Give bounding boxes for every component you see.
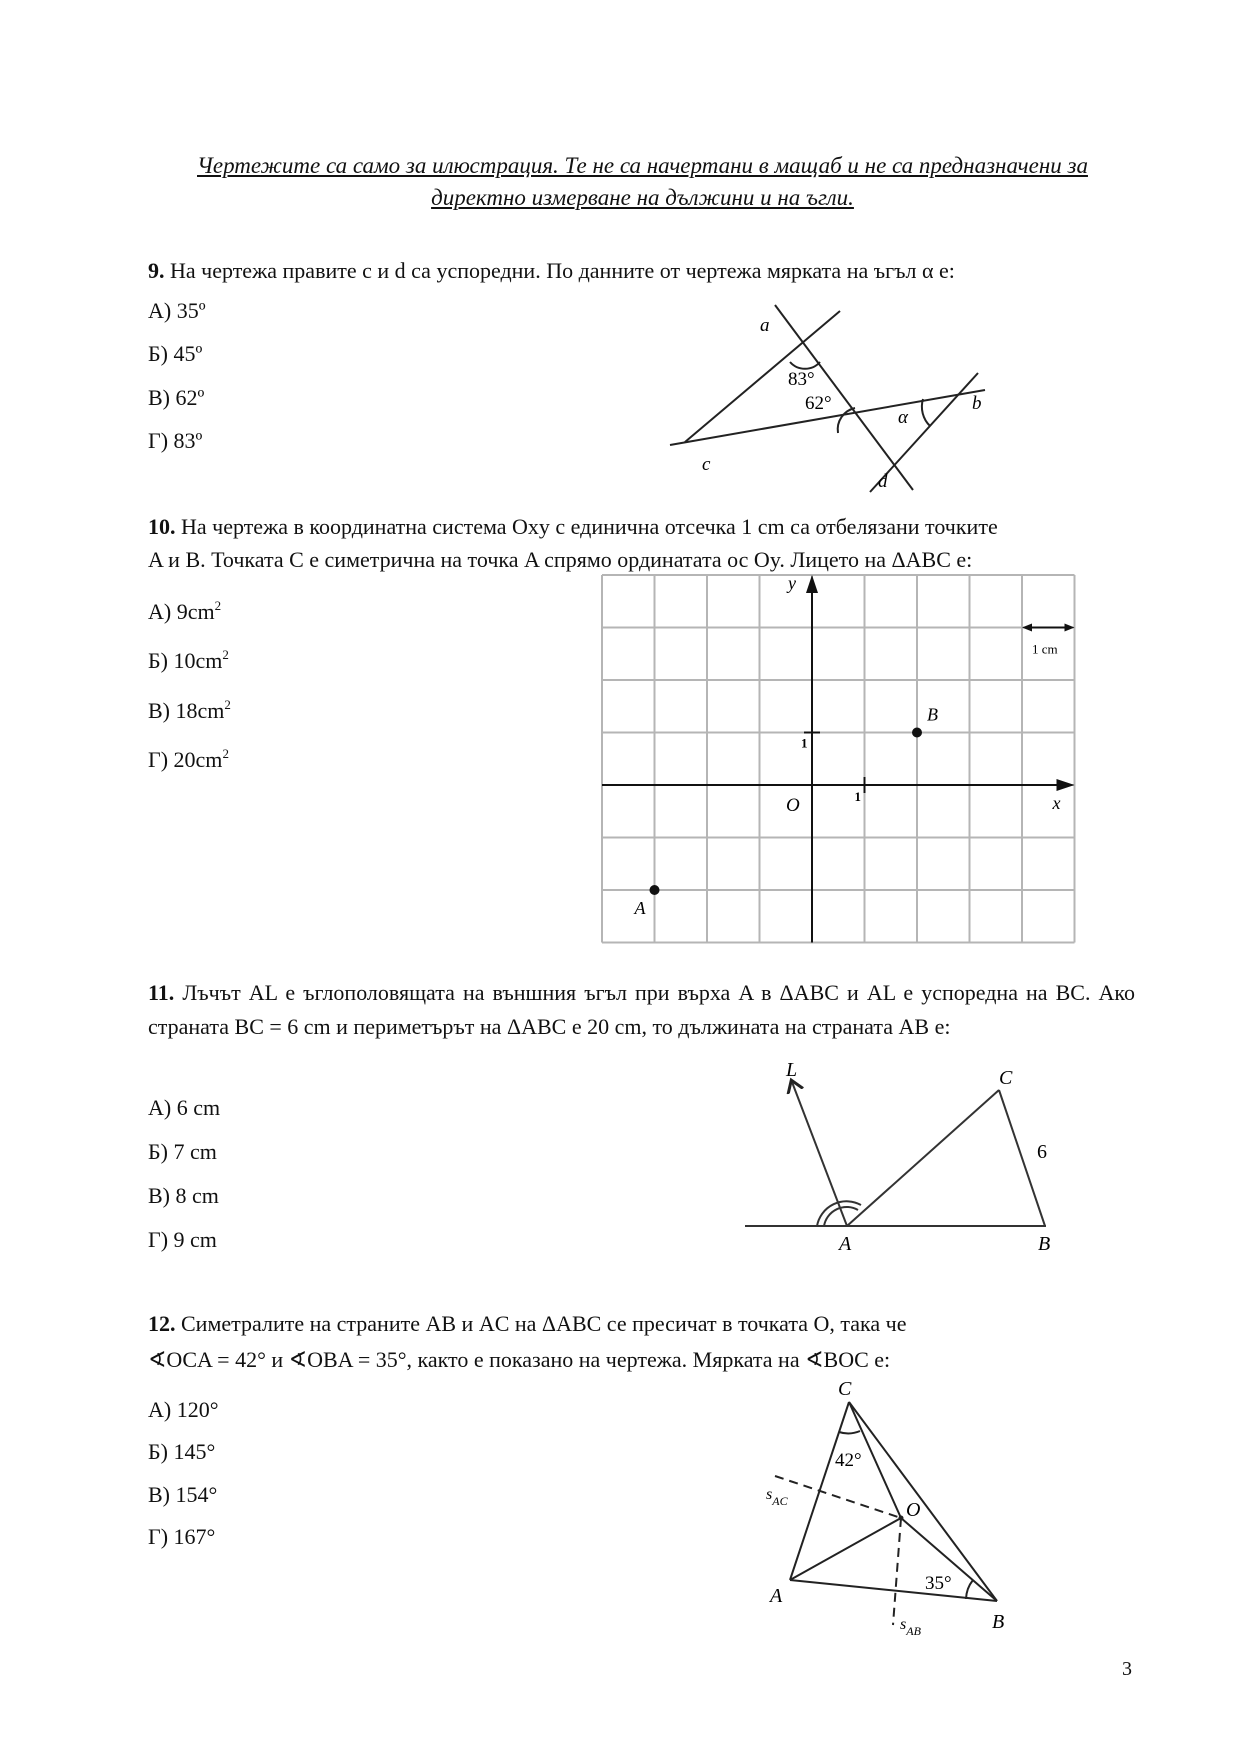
problem-text-line-2: A и B. Точката C е симетрична на точка A спрямо ординатата ос Oy. Лицето на ΔABC е: [148, 547, 973, 572]
bisector-ac [775, 1476, 901, 1518]
problem-9-option-d[interactable] [148, 427, 202, 455]
option-label: Б) [148, 1139, 168, 1164]
angle-label-35: 35° [925, 1573, 952, 1594]
disclaimer [150, 150, 1135, 214]
problem-12-option-a[interactable] [148, 1396, 219, 1424]
problem-11-option-a[interactable] [148, 1094, 220, 1122]
problem-10-option-d[interactable] [148, 740, 229, 774]
x-axis-arrow-icon [1057, 779, 1075, 791]
option-value: 62º [175, 385, 205, 410]
angle-arc-62 [838, 408, 855, 433]
option-label: Б) [148, 1439, 168, 1464]
x-axis-label: x [1052, 793, 1061, 813]
vertex-label-l: L [786, 1059, 798, 1081]
option-value: 83º [173, 428, 203, 453]
option-value: 145° [173, 1439, 216, 1464]
option-superscript: 2 [222, 746, 229, 761]
side-label-bc: 6 [1037, 1141, 1047, 1163]
problem-text-line-2: ∢OCA = 42° и ∢OBA = 35°, както е показано на чертежа. Мярката на ∢BOC е: [148, 1347, 891, 1372]
option-label: Г) [148, 1227, 169, 1252]
problem-text-line-1: На чертежа в координатна система Oxy с единична отсечка 1 cm са отбелязани точките [181, 514, 998, 539]
option-value: 120° [176, 1397, 219, 1422]
problem-text: На чертежа правите c и d са успоредни. По данните от чертежа мярката на ъгъл α е: [170, 258, 955, 283]
problem-9-option-a[interactable] [148, 297, 206, 325]
y-tick-label: 1 [801, 735, 808, 751]
problem-number: 12. [148, 1311, 176, 1336]
option-value: 10cm [173, 648, 223, 673]
label-b: b [972, 393, 982, 414]
problem-text-line-1: Симетралите на страните AB и AC на ΔABC се пресичат в точката O, така че [181, 1311, 907, 1336]
bisector-ab [893, 1518, 901, 1625]
option-label: А) [148, 298, 172, 323]
side-bc [849, 1402, 997, 1601]
problem-10-option-b[interactable] [148, 641, 229, 675]
angle-label-83: 83° [788, 369, 815, 390]
option-value: 7 cm [173, 1139, 217, 1164]
scale-arrow-right-icon [1065, 624, 1075, 632]
option-superscript: 2 [214, 598, 222, 613]
option-superscript: 2 [222, 647, 229, 662]
label-d: d [878, 471, 888, 492]
x-tick-label: 1 [854, 789, 861, 804]
problem-11-option-b[interactable] [148, 1138, 217, 1166]
point-label-a: A [634, 898, 646, 918]
label-a: a [760, 315, 770, 336]
bisector-symbol: s [766, 1486, 773, 1503]
option-value: 9 cm [173, 1227, 217, 1252]
problem-12-figure [750, 1370, 1050, 1660]
option-value: 8 cm [175, 1183, 219, 1208]
point-b [912, 728, 922, 738]
problem-text: Лъчът AL е ъглополовящата на външния ъгъл при върха A в ΔABC и AL е успоредна на BC. Ако страната BC = 6 cm и периметърът на ΔABC е 20 cm, то дължината на страната AB е: [148, 980, 1135, 1039]
vertex-label-c: C [999, 1067, 1013, 1089]
option-value: 18cm [175, 698, 225, 723]
option-superscript: 2 [224, 697, 231, 712]
problem-10-coordinate-grid [590, 565, 1110, 955]
option-value: 6 cm [176, 1095, 221, 1120]
option-label: В) [148, 385, 170, 410]
angle-arc-35 [966, 1580, 973, 1599]
problem-9-option-b[interactable] [148, 340, 202, 368]
problem-9-option-c[interactable] [148, 384, 204, 412]
problem-10-option-c[interactable] [148, 691, 231, 725]
problem-number: 9. [148, 258, 165, 283]
bisector-subscript: AC [772, 1494, 788, 1508]
option-label: А) [148, 1397, 172, 1422]
problem-12-option-c[interactable] [148, 1481, 217, 1509]
option-label: Б) [148, 648, 168, 673]
problem-12-option-d[interactable] [148, 1523, 215, 1551]
problem-11-figure [740, 1050, 1140, 1270]
scale-label: 1 cm [1032, 641, 1058, 657]
point-o [899, 1516, 904, 1521]
scale-arrow-left-icon [1022, 624, 1032, 632]
option-value: 20cm [173, 747, 223, 772]
problem-12-statement [148, 1306, 1135, 1378]
origin-label: O [786, 795, 800, 816]
problem-number: 11. [148, 980, 175, 1005]
point-a [650, 885, 660, 895]
label-c: c [702, 454, 711, 475]
problem-12-option-b[interactable] [148, 1438, 215, 1466]
option-value: 167° [173, 1524, 216, 1549]
vertex-label-b: B [1038, 1233, 1051, 1255]
bisector-subscript: AB [906, 1624, 921, 1638]
problem-11-option-c[interactable] [148, 1182, 219, 1210]
problem-11-option-d[interactable] [148, 1226, 217, 1254]
y-axis-label: y [788, 573, 796, 593]
option-value: 45º [173, 341, 203, 366]
problem-9-figure [660, 295, 1010, 495]
angle-arc-83 [790, 362, 820, 369]
angle-label-alpha: α [898, 407, 908, 428]
y-axis-arrow-icon [806, 575, 818, 593]
vertex-label-b: B [992, 1611, 1005, 1633]
angle-label-42: 42° [835, 1450, 862, 1471]
point-label-b: B [927, 704, 938, 725]
disclaimer-line-2: директно измерване на дължини и на ъгли. [431, 185, 854, 210]
bisector-label-ac [766, 1486, 789, 1508]
problem-10-option-a[interactable] [148, 592, 221, 626]
vertex-label-a: A [770, 1585, 783, 1607]
page-number: 3 [1122, 1658, 1132, 1680]
angle-arc-42 [839, 1431, 860, 1433]
option-label: Г) [148, 428, 169, 453]
line-a [775, 305, 913, 490]
option-label: В) [148, 698, 170, 723]
angle-label-62: 62° [805, 393, 832, 414]
axes [602, 575, 1075, 943]
option-value: 9cm [176, 599, 215, 624]
side-ac [847, 1090, 999, 1226]
option-value: 154° [175, 1482, 218, 1507]
vertex-label-o: O [906, 1499, 921, 1521]
option-label: В) [148, 1482, 170, 1507]
problem-9-statement [148, 254, 1135, 287]
problem-11-statement [148, 976, 1135, 1044]
vertex-label-a: A [839, 1233, 852, 1255]
disclaimer-line-1: Чертежите са само за илюстрация. Те не са начертани в мащаб и не са предназначени за [197, 153, 1088, 178]
angle-arc-alpha [922, 399, 930, 426]
grid-lines [602, 575, 1075, 943]
bisector-symbol: s [900, 1616, 907, 1633]
problem-number: 10. [148, 514, 176, 539]
bisector-label-ab [900, 1616, 922, 1638]
ray-al [792, 1082, 847, 1226]
vertex-label-c: C [838, 1378, 852, 1400]
option-label: Б) [148, 341, 168, 366]
option-label: В) [148, 1183, 170, 1208]
option-value: 35º [176, 298, 206, 323]
option-label: А) [148, 1095, 172, 1120]
option-label: Г) [148, 747, 169, 772]
option-label: А) [148, 599, 172, 624]
option-label: Г) [148, 1524, 169, 1549]
